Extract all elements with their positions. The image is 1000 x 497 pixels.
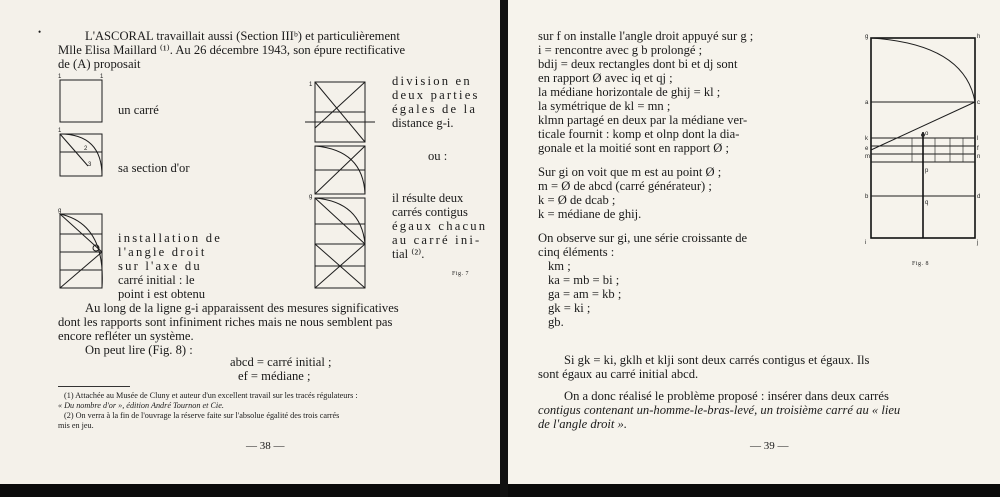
series-line: km ; bbox=[548, 259, 571, 273]
fig-letter: g bbox=[309, 194, 313, 200]
text-line: klmn partagé en deux par la médiane ver- bbox=[538, 113, 748, 127]
text-line: cinq éléments : bbox=[538, 245, 615, 259]
fig-letter: f bbox=[977, 146, 979, 152]
label-carre: un carré bbox=[118, 103, 159, 117]
fig-letter: d bbox=[977, 194, 981, 200]
text-line: Sur gi on voit que m est au point Ø ; bbox=[538, 165, 722, 179]
right-page bbox=[508, 0, 1000, 484]
text-line: gonale et la moitié sont en rapport Ø ; bbox=[538, 141, 729, 155]
series-line: gb. bbox=[548, 315, 564, 329]
fig8-caption: Fig. 8 bbox=[912, 261, 930, 267]
conclusion-line: On a donc réalisé le problème proposé : insérer dans deux carrés bbox=[564, 389, 889, 403]
text-line: L'ASCORAL travaillait aussi (Section IIIᵇ) et particulièrement bbox=[85, 29, 400, 43]
result-text: égaux chacun bbox=[392, 219, 488, 233]
footnote-rule bbox=[58, 386, 130, 387]
fig-letter: l bbox=[977, 136, 979, 142]
text-line: k = Ø de dcab ; bbox=[538, 193, 616, 207]
paragraph-line: encore refléter un système. bbox=[58, 329, 194, 343]
text-line: ticale fournit : komp et olnp dont la dia- bbox=[538, 127, 740, 141]
page-number: — 39 — bbox=[750, 440, 789, 452]
page-number: — 38 — bbox=[246, 440, 285, 452]
result-text: au carré ini- bbox=[392, 233, 482, 247]
fig-letter: a bbox=[865, 100, 869, 106]
fig8-diagram bbox=[865, 34, 985, 246]
conclusion-line: de l'angle droit ». bbox=[538, 417, 627, 431]
bullet-mark: • bbox=[38, 27, 42, 37]
fig-letter: 1 bbox=[58, 74, 62, 80]
fig-letter: h bbox=[977, 34, 981, 40]
footnote-line: mis en jeu. bbox=[58, 421, 94, 430]
text-line: On observe sur gi, une série croissante de bbox=[538, 231, 748, 245]
text-line: Mlle Elisa Maillard ⁽¹⁾. Au 26 décembre 1943, son épure rectificative bbox=[58, 43, 406, 57]
fig-letter: g bbox=[58, 208, 62, 214]
book-gutter bbox=[500, 0, 508, 497]
fig-letter: 2 bbox=[84, 146, 88, 152]
text-line: sur f on installe l'angle droit appuyé sur g ; bbox=[538, 29, 754, 43]
series-line: gk = ki ; bbox=[548, 301, 591, 315]
text-line: en rapport Ø avec iq et qj ; bbox=[538, 71, 673, 85]
series-line: ka = mb = bi ; bbox=[548, 273, 620, 287]
text-line: bdij = deux rectangles dont bi et dj sont bbox=[538, 57, 738, 71]
text-line: m = Ø de abcd (carré générateur) ; bbox=[538, 179, 712, 193]
paragraph-line: Au long de la ligne g-i apparaissent des mesures significatives bbox=[85, 301, 399, 315]
fig-letter: k bbox=[865, 136, 868, 142]
fig-letter: 1 bbox=[58, 128, 62, 134]
ou-text: ou : bbox=[428, 149, 448, 163]
paragraph-line: dont les rapports sont infiniment riches mais ne nous semblent pas bbox=[58, 315, 393, 329]
result-text: carrés contigus bbox=[392, 205, 468, 219]
fig-letter: i bbox=[865, 240, 867, 246]
fig-letter: q bbox=[925, 200, 929, 206]
fig-letter: p bbox=[925, 168, 929, 174]
fig-letter: m bbox=[865, 154, 870, 160]
fig7-right-column bbox=[305, 78, 375, 288]
fig7-caption: Fig. 7 bbox=[452, 271, 470, 277]
footnote-line: (1) Attachée au Musée de Cluny et auteur d'un excellent travail sur les tracés régulateurs : bbox=[64, 391, 358, 400]
label-install: point i est obtenu bbox=[118, 287, 206, 301]
label-install: installation de bbox=[118, 231, 222, 245]
fig-letter: 1 bbox=[309, 82, 313, 88]
formula-line: ef = médiane ; bbox=[238, 369, 311, 383]
formula-line: abcd = carré initial ; bbox=[230, 355, 332, 369]
fig-letter: j bbox=[977, 240, 979, 246]
fig7-left-column bbox=[58, 74, 108, 304]
text-line: de (A) proposait bbox=[58, 57, 141, 71]
label-install: carré initial : le bbox=[118, 273, 195, 287]
fig-letter: g bbox=[865, 34, 869, 40]
division-text: division en bbox=[392, 74, 472, 88]
fig-letter: c bbox=[977, 100, 980, 106]
fig-letter: 1 bbox=[100, 74, 104, 80]
result-text: il résulte deux bbox=[392, 191, 464, 205]
footnote-line: (2) On verra à la fin de l'ouvrage la réserve faite sur l'absolue égalité des trois carrés bbox=[64, 411, 340, 420]
conclusion-line: Si gk = ki, gklh et klji sont deux carrés contigus et égaux. Ils bbox=[564, 353, 870, 367]
text-line: k = médiane de ghij. bbox=[538, 207, 642, 221]
fig-letter: 3 bbox=[88, 162, 92, 168]
division-text: deux parties bbox=[392, 88, 480, 102]
conclusion-line: sont égaux au carré initial abcd. bbox=[538, 367, 699, 381]
left-page bbox=[0, 0, 500, 484]
label-install: l'angle droit bbox=[118, 245, 207, 259]
label-section: sa section d'or bbox=[118, 161, 190, 175]
text-line: la médiane horizontale de ghij = kl ; bbox=[538, 85, 721, 99]
fig-letter: b bbox=[865, 194, 869, 200]
result-text: tial ⁽²⁾. bbox=[392, 247, 425, 261]
footnote-line: « Du nombre d'or », édition André Tournon et Cie. bbox=[58, 401, 224, 410]
text-line: i = rencontre avec g b prolongé ; bbox=[538, 43, 703, 57]
division-text: égales de la bbox=[392, 102, 478, 116]
paragraph-line: On peut lire (Fig. 8) : bbox=[85, 343, 193, 357]
fig-letter: o bbox=[925, 131, 929, 137]
division-text: distance g-i. bbox=[392, 116, 454, 130]
fig-letter: e bbox=[865, 146, 869, 152]
fig-letter: n bbox=[977, 154, 981, 160]
conclusion-line: contigus contenant un-homme-le-bras-levé, un troisième carré au « lieu bbox=[538, 403, 901, 417]
text-line: la symétrique de kl = mn ; bbox=[538, 99, 671, 113]
label-install: sur l'axe du bbox=[118, 259, 202, 273]
series-line: ga = am = kb ; bbox=[548, 287, 622, 301]
